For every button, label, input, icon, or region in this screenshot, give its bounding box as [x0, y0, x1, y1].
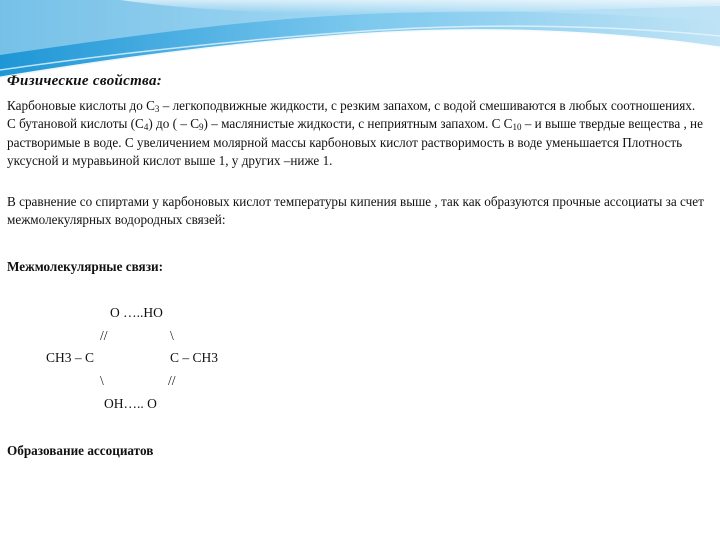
- text-run: – легкоподвижные жидкости, с резким запахом, с водой смешиваются в любых соотношениях. С бутановой кислоты (С: [7, 98, 696, 132]
- subscript: 4: [143, 122, 149, 133]
- subscript: 10: [512, 122, 522, 133]
- structure-right-group: С – СН3: [170, 350, 219, 365]
- text-run: – и выше твердые вещества , не растворимые в воде. С увеличением молярной массы карбоновых кислот растворимость в воде уменьшается Плотность уксусной и муравьиной кислот выше 1, у других –ниже 1.: [7, 116, 703, 168]
- text-run: ) – маслянистые жидкости, с неприятным запахом. С С: [203, 116, 513, 132]
- paragraph-properties: [7, 97, 707, 170]
- structure-left-group: СН3 – С: [46, 350, 95, 365]
- structure-top: О …..НО: [110, 305, 163, 320]
- paragraph-boiling: В сравнение со спиртами у карбоновых кислот температуры кипения выше , так как образуются прочные ассоциаты за счет межмолекулярных водородных связей:: [7, 194, 704, 228]
- structure-bond-top-left: //: [100, 328, 108, 343]
- subscript: 9: [199, 122, 204, 133]
- structure-bond-bottom-right: //: [168, 373, 176, 388]
- slide-title: Физические свойства:: [7, 73, 163, 89]
- structure-bond-top-right: \: [170, 328, 174, 343]
- caption-associates: Образование ассоциатов: [7, 443, 154, 458]
- structure-bottom: ОН….. О: [104, 396, 157, 411]
- heading-intermolecular-bonds: Межмолекулярные связи:: [7, 259, 163, 274]
- subscript: 3: [154, 104, 160, 114]
- text-run: Карбоновые кислоты до С: [7, 98, 155, 113]
- text-run: ) до ( – С: [148, 116, 200, 132]
- structure-bond-bottom-left: \: [100, 373, 104, 388]
- header-wave-decoration: [0, 0, 720, 82]
